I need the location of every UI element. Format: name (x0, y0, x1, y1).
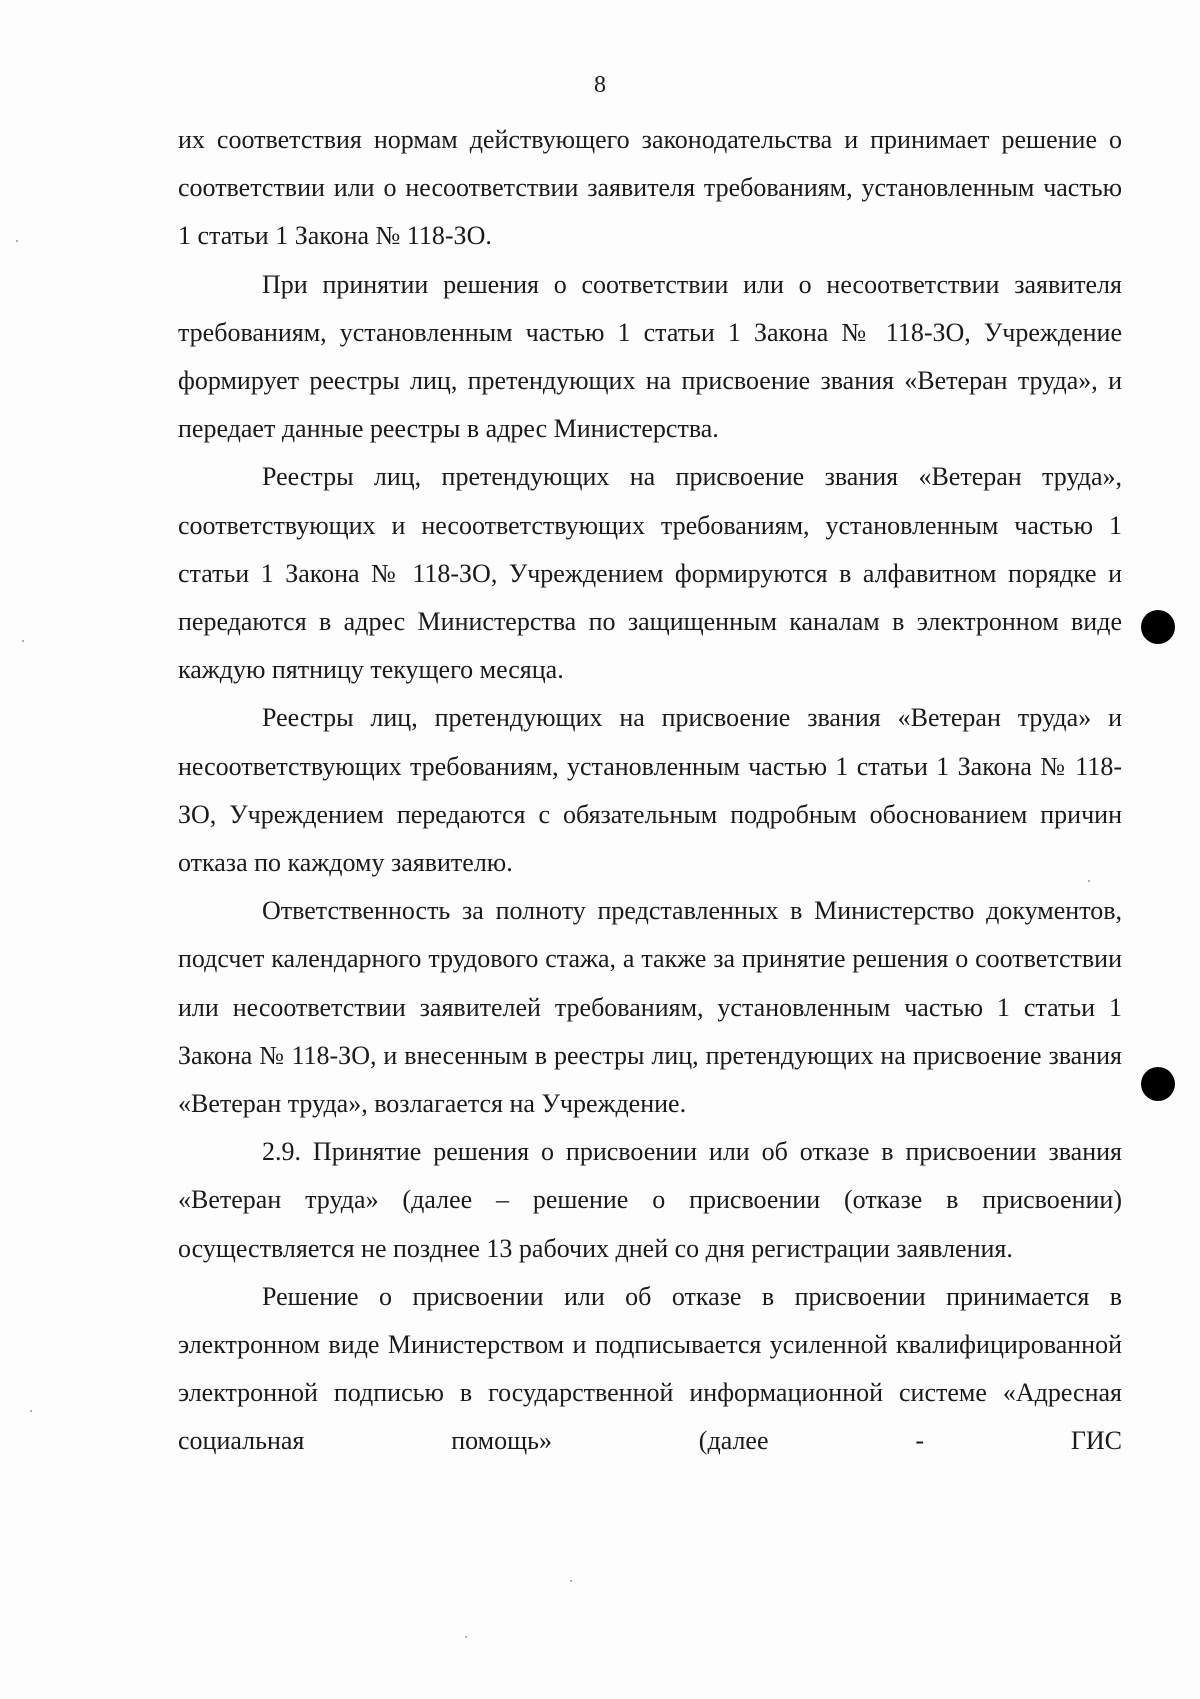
page-number: 8 (594, 72, 606, 98)
scan-speck (22, 640, 24, 642)
scan-speck (16, 240, 18, 242)
paragraph-continuation: их соответствия нормам действующего законодательства и принимает решение о соответствии или о несоответствии заявителя требованиям, установленным частью 1 статьи 1 Закона № 118-ЗО. (178, 125, 1122, 251)
paragraph-electronic-decision: Решение о присвоении или об отказе в присвоении принимается в электронном виде Министерством и подписывается усиленной квалифицированной электронной подписью в государственной информационной системе «Адресная социальная помощь» (далее - ГИС (178, 1281, 1122, 1456)
document-text (178, 116, 1122, 1466)
scan-speck (30, 1410, 32, 1412)
punch-hole-mark (1141, 1067, 1175, 1101)
paragraph-registry-transfer: Реестры лиц, претендующих на присвоение звания «Ветеран труда», соответствующих и несоответствующих требованиям, установленным частью 1 статьи 1 Закона № 118-ЗО, Учреждением формируются в алфавитном порядке и передаются в адрес Министерства по защищенным каналам в электронном виде каждую пятницу текущего месяца. (178, 462, 1122, 685)
punch-hole-mark (1141, 610, 1175, 644)
scan-speck (1088, 880, 1090, 882)
paragraph-refusal-justification: Реестры лиц, претендующих на присвоение звания «Ветеран труда» и несоответствующих требованиям, установленным частью 1 статьи 1 Закона № 118-ЗО, Учреждением передаются с обязательным подробным обоснованием причин отказа по каждому заявителю. (178, 703, 1122, 878)
paragraph-registry-formation: При принятии решения о соответствии или о несоответствии заявителя требованиям, установленным частью 1 статьи 1 Закона № 118-ЗО, Учреждение формирует реестры лиц, претендующих на присвоение звания «Ветеран труда», и передает данные реестры в адрес Министерства. (178, 269, 1122, 444)
scan-speck (570, 1580, 572, 1582)
scan-speck (465, 1636, 467, 1638)
paragraph-responsibility: Ответственность за полноту представленных в Министерство документов, подсчет календарного трудового стажа, а также за принятие решения о соответствии или несоответствии заявителей требованиям, установленным частью 1 статьи 1 Закона № 118-ЗО, и внесенным в реестры лиц, претендующих на присвоение звания «Ветеран труда», возлагается на Учреждение. (178, 896, 1122, 1119)
paragraph-decision-deadline: 2.9. Принятие решения о присвоении или об отказе в присвоении звания «Ветеран труда» (далее – решение о присвоении (отказе в присвоении) осуществляется не позднее 13 рабочих дней со дня регистрации заявления. (178, 1137, 1122, 1263)
